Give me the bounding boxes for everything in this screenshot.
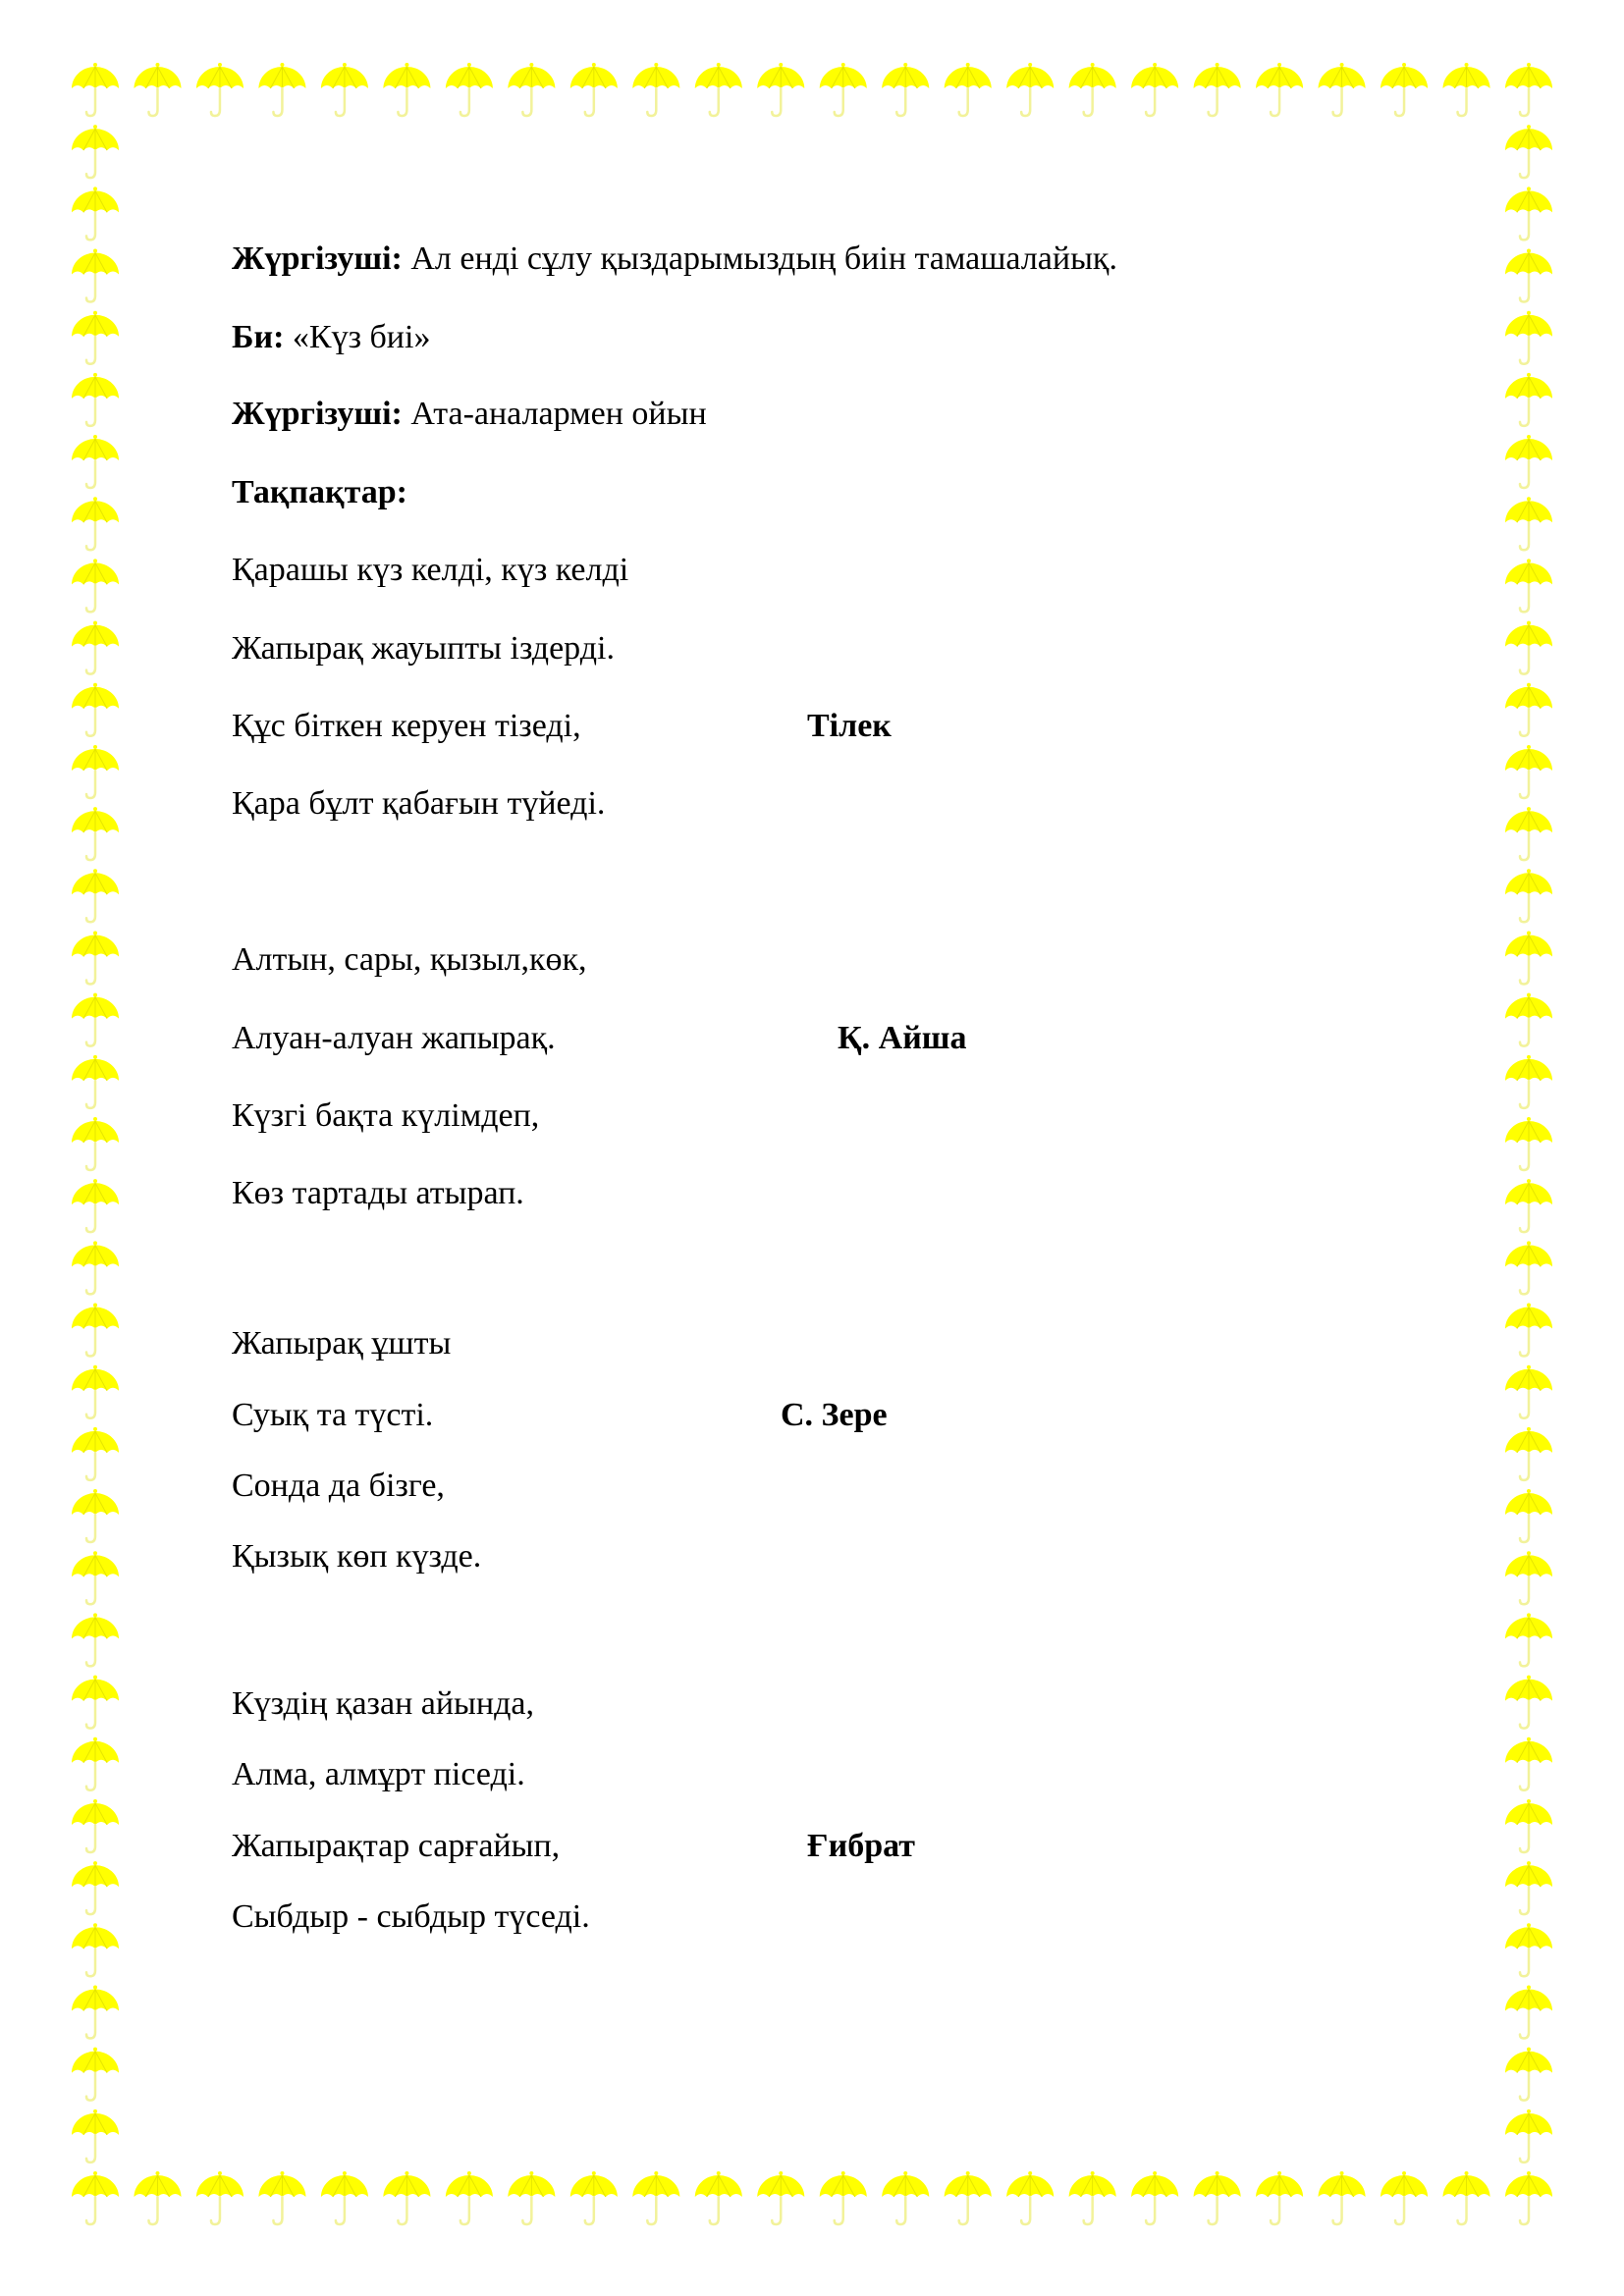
umbrella-icon [632, 63, 679, 116]
umbrella-icon [72, 745, 119, 798]
umbrella-icon [1380, 63, 1428, 116]
umbrella-icon [72, 869, 119, 922]
umbrella-icon [820, 2171, 867, 2224]
poem-line: Алуан-алуан жапырақ. [232, 1020, 556, 1056]
speaker-label: Жүргізуші: [232, 240, 403, 277]
umbrella-icon [1505, 1365, 1552, 1418]
umbrella-icon [1194, 63, 1241, 116]
poem-line: Алтын, сары, қызыл,көк, [232, 941, 587, 978]
umbrella-icon [632, 2171, 679, 2224]
umbrella-icon [508, 63, 555, 116]
umbrella-icon [446, 63, 493, 116]
umbrella-icon [72, 1489, 119, 1542]
umbrella-icon [570, 2171, 618, 2224]
poem-line: Күзгі бақта күлімдеп, [232, 1097, 540, 1134]
umbrella-icon [72, 1551, 119, 1604]
umbrella-icon [72, 931, 119, 984]
poem-line: Қара бұлт қабағын түйеді. [232, 785, 606, 822]
umbrella-icon [1505, 2109, 1552, 2163]
umbrella-icon [1256, 63, 1303, 116]
umbrella-icon [570, 63, 618, 116]
umbrella-icon [1256, 2171, 1303, 2224]
line-text: «Күз биі» [284, 319, 431, 355]
umbrella-icon [1505, 311, 1552, 364]
umbrella-icon [1505, 1055, 1552, 1108]
poem-line: Көз тартады атырап. [232, 1175, 524, 1211]
doc-heading-poems [232, 473, 407, 512]
line-text: Ал енді сұлу қыздарымыздың биін тамашалайық. [402, 240, 1117, 277]
umbrella-icon [1194, 2171, 1241, 2224]
umbrella-icon [1505, 993, 1552, 1046]
umbrella-icon [72, 2048, 119, 2101]
umbrella-icon [258, 2171, 305, 2224]
umbrella-icon [945, 63, 992, 116]
umbrella-icon [1505, 1241, 1552, 1294]
umbrella-icon [321, 2171, 368, 2224]
umbrella-icon [882, 63, 929, 116]
umbrella-icon [1319, 63, 1366, 116]
umbrella-icon [72, 1861, 119, 1914]
umbrella-icon [757, 2171, 804, 2224]
umbrella-icon [72, 1179, 119, 1232]
umbrella-icon [196, 63, 244, 116]
umbrella-icon [72, 2171, 119, 2224]
umbrella-icon [72, 1241, 119, 1294]
doc-line-game [232, 395, 707, 434]
umbrella-icon [72, 559, 119, 612]
umbrella-icon [1505, 1737, 1552, 1790]
poem-line: Жапырақ ұшты [232, 1325, 452, 1362]
poem-line: Сонда да бізге, [232, 1468, 445, 1504]
umbrella-icon [72, 807, 119, 860]
umbrella-icon [72, 621, 119, 674]
umbrella-icon [72, 683, 119, 736]
umbrella-icon [1006, 2171, 1054, 2224]
umbrella-icon [695, 63, 742, 116]
umbrella-icon [383, 63, 430, 116]
umbrella-icon [1505, 125, 1552, 178]
umbrella-icon [1069, 63, 1116, 116]
umbrella-icon [1505, 869, 1552, 922]
line-text: Ата-аналармен ойын [402, 396, 707, 432]
umbrella-icon [1505, 1551, 1552, 1604]
umbrella-icon [446, 2171, 493, 2224]
umbrella-icon [72, 1055, 119, 1108]
umbrella-icon [1505, 435, 1552, 488]
umbrella-icon [72, 2109, 119, 2163]
umbrella-icon [72, 1613, 119, 1666]
umbrella-icon [945, 2171, 992, 2224]
umbrella-icon [1505, 497, 1552, 550]
umbrella-icon [72, 63, 119, 116]
umbrella-icon [1505, 807, 1552, 860]
umbrella-icon [882, 2171, 929, 2224]
umbrella-icon [1069, 2171, 1116, 2224]
poem-author: Ғибрат [807, 1828, 915, 1864]
umbrella-icon [1505, 683, 1552, 736]
umbrella-icon [321, 63, 368, 116]
umbrella-icon [134, 2171, 181, 2224]
umbrella-icon [1006, 63, 1054, 116]
umbrella-icon [1131, 2171, 1178, 2224]
umbrella-icon [383, 2171, 430, 2224]
umbrella-icon [72, 311, 119, 364]
poem-line: Күздің қазан айында, [232, 1685, 534, 1722]
umbrella-icon [1505, 1985, 1552, 2038]
poem-line: Алма, алмұрт піседі. [232, 1756, 525, 1792]
umbrella-icon [1443, 63, 1490, 116]
poem-author: С. Зере [781, 1397, 888, 1433]
umbrella-icon [72, 1923, 119, 1976]
umbrella-icon [1505, 373, 1552, 426]
umbrella-icon [196, 2171, 244, 2224]
umbrella-icon [1380, 2171, 1428, 2224]
poem-line: Суық та түсті. [232, 1397, 434, 1433]
umbrella-icon [72, 249, 119, 302]
umbrella-icon [72, 187, 119, 240]
umbrella-icon [1505, 1304, 1552, 1357]
umbrella-icon [1505, 559, 1552, 612]
umbrella-icon [72, 497, 119, 550]
umbrella-icon [1319, 2171, 1366, 2224]
umbrella-icon [1505, 621, 1552, 674]
umbrella-icon [72, 1737, 119, 1790]
speaker-label: Би: [232, 319, 285, 355]
umbrella-icon [1505, 1923, 1552, 1976]
umbrella-icon [1505, 2048, 1552, 2101]
umbrella-icon [72, 1427, 119, 1480]
umbrella-icon [1505, 1613, 1552, 1666]
poem-line: Қызық көп күзде. [232, 1538, 482, 1575]
umbrella-icon [72, 1676, 119, 1729]
umbrella-icon [72, 435, 119, 488]
speaker-label: Жүргізуші: [232, 396, 403, 432]
poem-line: Сыбдыр - сыбдыр түседі. [232, 1898, 590, 1935]
poem-line: Жапырақтар сарғайып, [232, 1828, 561, 1864]
umbrella-icon [1505, 745, 1552, 798]
umbrella-icon [72, 1365, 119, 1418]
poem-line: Жапырақ жауыпты іздерді. [232, 630, 615, 667]
umbrella-icon [1131, 63, 1178, 116]
umbrella-icon [695, 2171, 742, 2224]
umbrella-icon [1505, 187, 1552, 240]
umbrella-icon [1505, 1427, 1552, 1480]
umbrella-icon [72, 373, 119, 426]
umbrella-icon [1505, 1489, 1552, 1542]
umbrella-icon [1505, 1799, 1552, 1852]
umbrella-icon [72, 1799, 119, 1852]
poem-author: Қ. Айша [838, 1020, 967, 1056]
umbrella-icon [72, 125, 119, 178]
umbrella-icon [1505, 931, 1552, 984]
umbrella-icon [72, 1117, 119, 1170]
doc-line-host [232, 240, 1117, 279]
umbrella-icon [1505, 249, 1552, 302]
umbrella-icon [1505, 1179, 1552, 1232]
umbrella-icon [508, 2171, 555, 2224]
umbrella-icon [1505, 2171, 1552, 2224]
umbrella-icon [1505, 1861, 1552, 1914]
umbrella-icon [1443, 2171, 1490, 2224]
umbrella-icon [258, 63, 305, 116]
umbrella-icon [72, 1985, 119, 2038]
umbrella-icon [1505, 1117, 1552, 1170]
umbrella-icon [1505, 63, 1552, 116]
doc-line-dance [232, 318, 430, 357]
umbrella-icon [134, 63, 181, 116]
umbrella-icon [72, 1304, 119, 1357]
umbrella-icon [72, 993, 119, 1046]
poem-line: Қарашы күз келді, күз келді [232, 552, 629, 588]
heading-text: Тақпақтар: [232, 474, 407, 510]
umbrella-icon [1505, 1676, 1552, 1729]
umbrella-icon [757, 63, 804, 116]
umbrella-icon [820, 63, 867, 116]
poem-author: Тілек [807, 708, 892, 744]
poem-line: Құс біткен керуен тізеді, [232, 708, 581, 744]
